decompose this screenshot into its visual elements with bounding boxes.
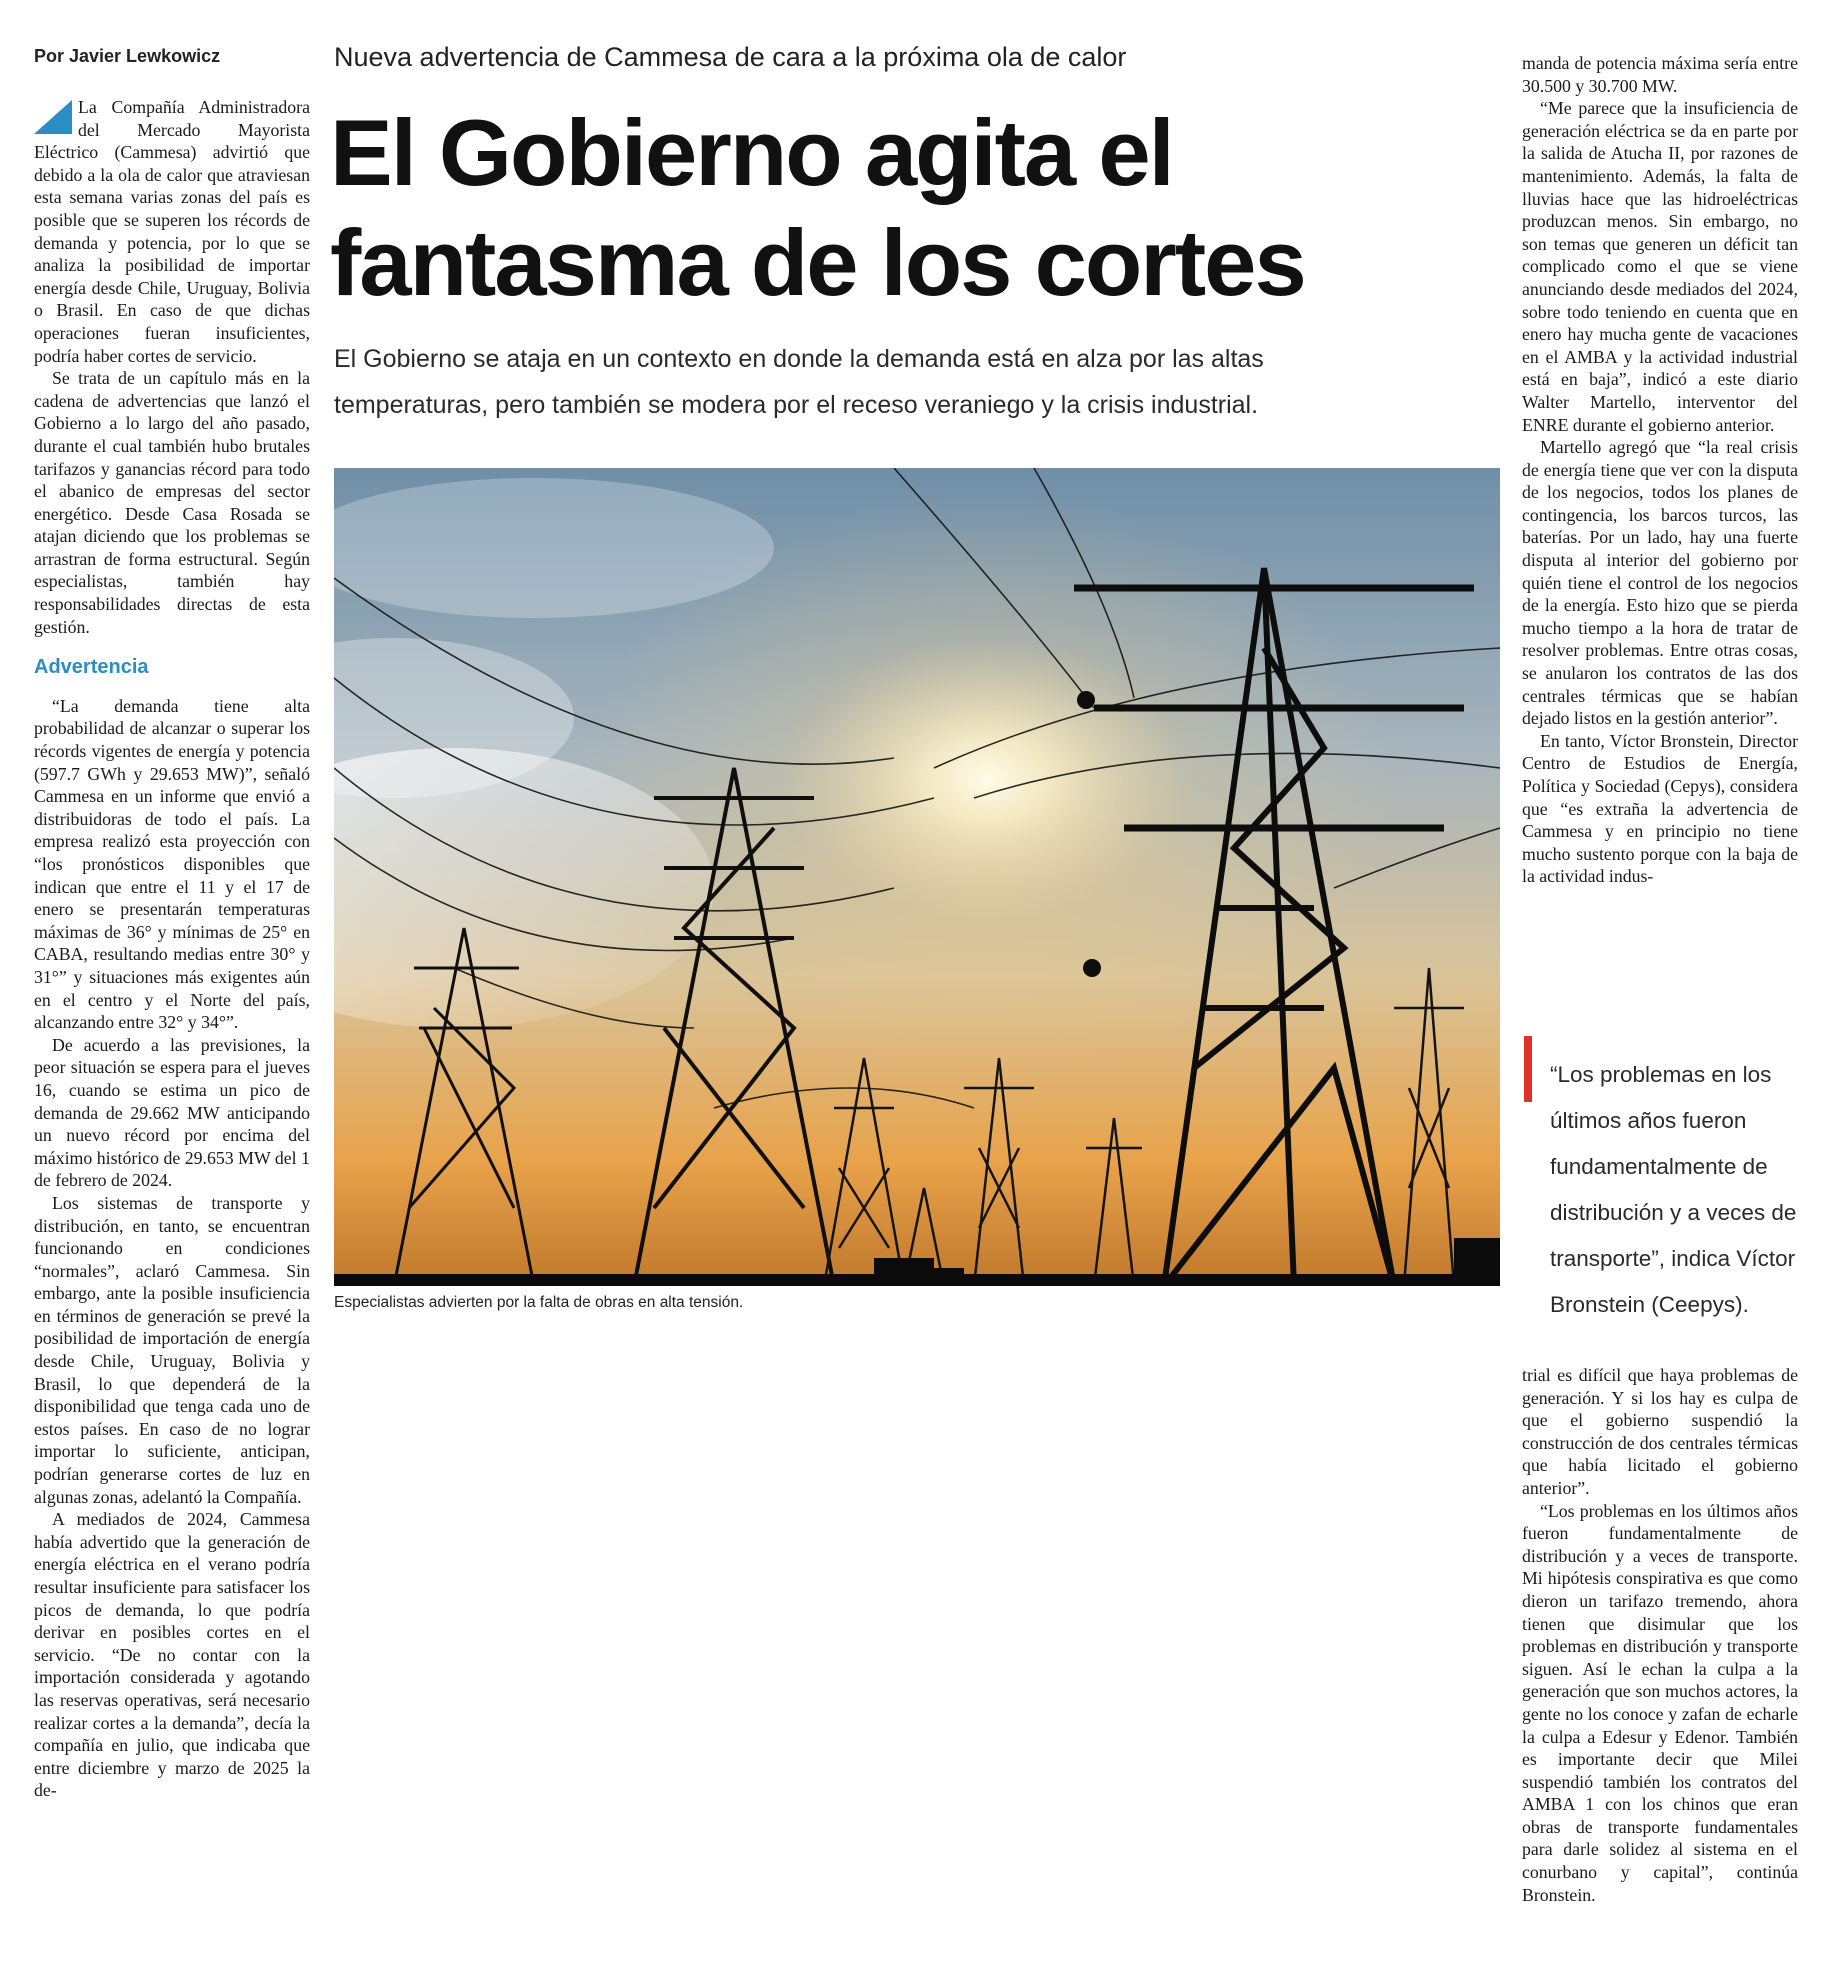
- kicker: Nueva advertencia de Cammesa de cara a la próxima ola de calor: [334, 42, 1127, 72]
- article-paragraph: “Los problemas en los últimos años fueron fundamentalmente de distribución y a veces de transporte. Mi hipótesis conspirativa es que como dieron un tarifazo tremendo, ahora tienen que disimular que los problemas en distribución y transporte siguen. Así le echan la culpa a la generación que son muchos actores, la gente no los conoce y zafan de echarle la culpa a Edesur y Edenor. También es importante decir que Milei suspendió también los contratos del AMBA 1 con los chinos que eran obras de transporte fundamentales para darle solidez al sistema en el conurbano y capital”, continúa Bronstein.: [1522, 1500, 1798, 1905]
- pull-quote-text: “Los problemas en los últimos años fueron fundamentalmente de distribución y a veces de transporte”, indica Víctor Bronstein (Ceepys).: [1550, 1062, 1797, 1317]
- article-paragraph: trial es difícil que haya problemas de generación. Y si los hay es culpa de que el gobierno suspendió la construcción de dos centrales térmicas que había licitado el gobierno anterior”.: [1522, 1365, 1798, 1498]
- article-paragraph: “La demanda tiene alta probabilidad de alcanzar o superar los récords vigentes de energía y potencia (597.7 GWh y 29.653 MW)”, señaló Cammesa en un informe que envió a distribuidoras de todo el país. La empresa realizó esta proyección con “los pronósticos disponibles que indican que entre el 11 y el 17 de enero se presentarán temperaturas máximas de 36° y mínimas de 25° en CABA, resultando medias entre 30° y 31°” y situaciones más exigentes aún en el centro y el Norte del país, alcanzando entre 32° y 34°”.: [34, 695, 310, 1033]
- power-towers-photo: [334, 468, 1500, 1286]
- right-column-bottom: [1522, 1364, 1798, 1906]
- article-paragraph: A mediados de 2024, Cammesa había advertido que la generación de energía eléctrica en el verano podría resultar insuficiente para satisfacer los picos de demanda, lo que podría derivar en posibles cortes en el servicio. “De no contar con la importación considerada y agotando las reservas operativas, será necesario realizar cortes a la demanda”, decía la compañía en julio, que indicaba que entre diciembre y marzo de 2025 la de-: [34, 1509, 310, 1801]
- photo-caption: Especialistas advierten por la falta de obras en alta tensión.: [334, 1294, 744, 1311]
- article-paragraph-text: La Compañía Administradora del Mercado Mayorista Eléctrico (Cammesa) advirtió que debido a la ola de calor que atraviesan esta semana varias zonas del país es posible que se superen los récords de demanda y potencia, por lo que se analiza la posibilidad de importar energía desde Chile, Uruguay, Bolivia o Brasil. En caso de que dichas operaciones fueran insuficientes, podría haber cortes de servicio.: [34, 97, 310, 366]
- pull-quote-accent-bar: [1524, 1036, 1532, 1102]
- article-paragraph: Martello agregó que “la real crisis de energía tiene que ver con la disputa de los negocios, todos los planes de contingencia, los barcos turcos, las baterías. Por un lado, hay una fuerte disputa al interior del gobierno por quién tiene el control de los negocios de la energía. Esto hizo que se pierda mucho tiempo a la hora de tratar de resolver problemas. Entre otras cosas, se anularon los contratos de las dos centrales térmicas que se habían dejado listos en la gestión anterior”.: [1522, 437, 1798, 729]
- article-paragraph: Se trata de un capítulo más en la cadena de advertencias que lanzó el Gobierno a lo largo del año pasado, durante el cual también hubo brutales tarifazos y ganancias récord para todo el abanico de empresas del sector energético. Desde Casa Rosada se atajan diciendo que los problemas se arrastran de forma estructural. Según especialistas, también hay responsabilidades directas de esta gestión.: [34, 368, 310, 637]
- article-paragraph: De acuerdo a las previsiones, la peor situación se espera para el jueves 16, cuando se estima un pico de demanda de 29.662 MW anticipando un nuevo récord por encima del máximo histórico de 29.653 MW del 1 de febrero de 2024.: [34, 1034, 310, 1191]
- article-paragraph: manda de potencia máxima sería entre 30.500 y 30.700 MW.: [1522, 53, 1798, 96]
- article-paragraph: [34, 96, 310, 367]
- drop-cap-triangle-icon: [34, 100, 72, 134]
- right-column-top: [1522, 52, 1798, 888]
- section-subhead: Advertencia: [34, 656, 149, 679]
- article-paragraph: “Me parece que la insuficiencia de generación eléctrica se da en parte por la salida de Atucha II, por razones de mantenimiento. Además, la falta de lluvias hace que las hidroeléctricas produzcan menos. Sin embargo, no son temas que generen un déficit tan complicado como el que se viene anunciando desde mediados del 2024, sobre todo teniendo en cuenta que en enero hay mucha gente de vacaciones en el AMBA y la actividad industrial está en baja”, indicó a este diario Walter Martello, interventor del ENRE durante el gobierno anterior.: [1522, 98, 1798, 435]
- article-paragraph: Los sistemas de transporte y distribución, en tanto, se encuentran funcionando en condiciones “normales”, aclaró Cammesa. Sin embargo, ante la posible insuficiencia en términos de generación se prevé la posibilidad de importación de energía desde Chile, Uruguay, Bolivia y Brasil, lo que dependerá de la disponibilidad que tenga cada uno de estos países. En caso de no lograr importar lo suficiente, anticipan, podrían generarse cortes de luz en algunas zonas, adelantó la Compañía.: [34, 1192, 310, 1507]
- article-paragraph: En tanto, Víctor Bronstein, Director Centro de Estudios de Energía, Política y Sociedad (Cepys), considera que “es extraña la advertencia de Cammesa y en principio no tiene mucho sustento porque con la baja de la actividad indus-: [1522, 730, 1798, 887]
- headline: El Gobierno agita el fantasma de los cortes: [330, 100, 1305, 315]
- lead-paragraph: El Gobierno se ataja en un contexto en donde la demanda está en alza por las altas temperaturas, pero también se modera por el receso veraniego y la crisis industrial.: [334, 345, 1264, 419]
- byline: Por Javier Lewkowicz: [34, 46, 221, 66]
- pull-quote: [1524, 1036, 1814, 1326]
- left-column: [34, 96, 310, 1802]
